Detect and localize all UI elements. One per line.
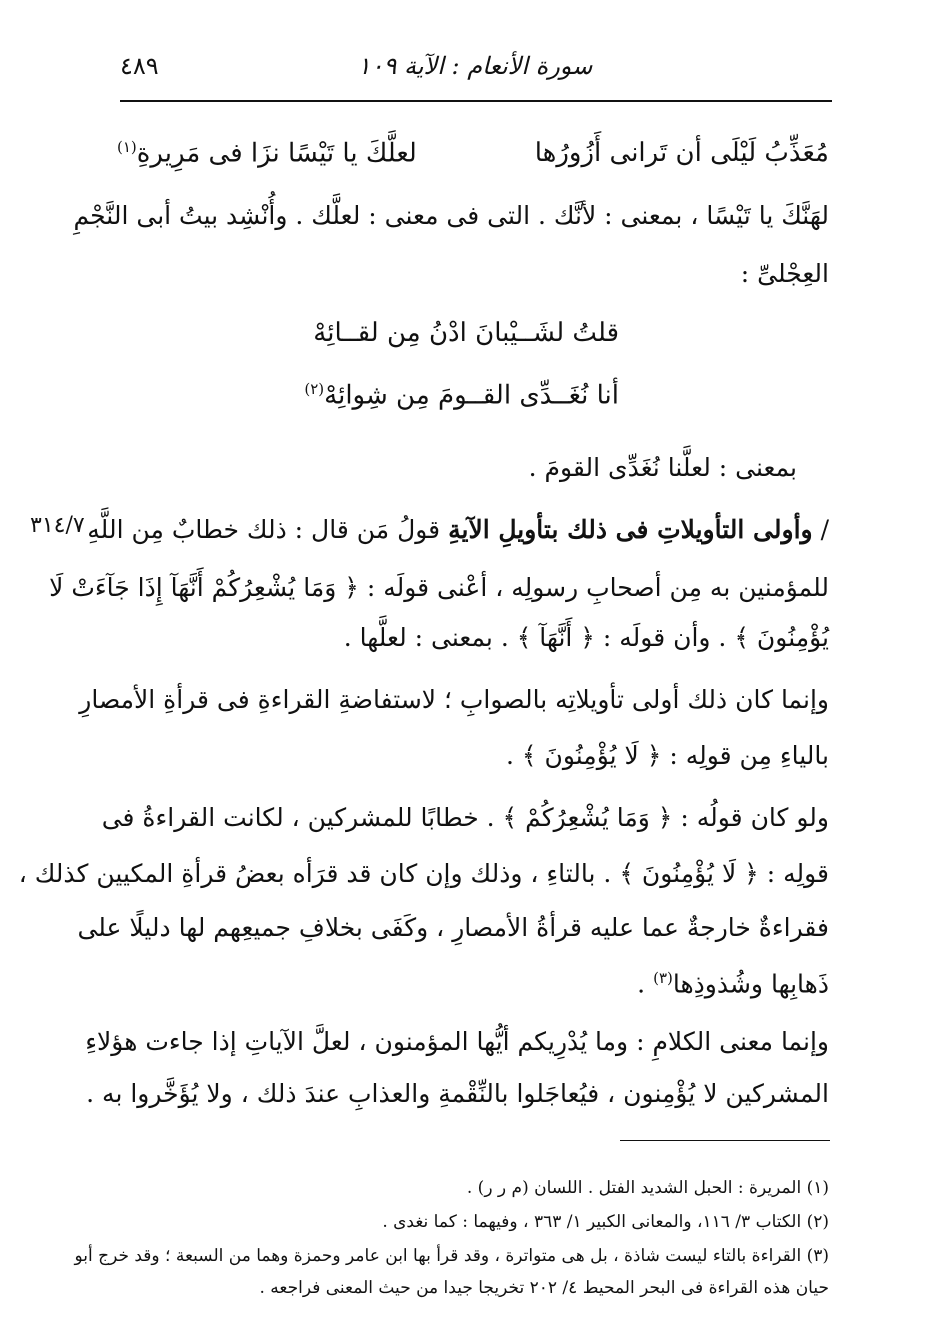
footnote: (٣) القراءة بالتاء ليست شاذة ، بل هى متواترة ، وقد قرأ بها ابن عامر وحمزة وهما من السبعة ؛ وقد خرج أبو: [74, 1246, 829, 1266]
footnote: حيان هذه القراءة فى البحر المحيط ٤/ ٢٠٢ تخريجا جيدا من حيث المعنى فراجعه .: [259, 1278, 829, 1298]
verse-second-hemistich: لعلَّكَ يا تَيْسًا نزَا فى مَرِيرةِ$^{(١)}$: [117, 138, 417, 169]
page-number: ٤٨٩: [120, 52, 159, 80]
body-line: لهَنَّكَ يا تَيْسًا ، بمعنى : لأنَّك . التى فى معنى : لعلَّك . وأُنْشِد بيتُ أبى النَّجْمِ: [73, 201, 829, 230]
footnote-mark: (٢): [304, 380, 325, 398]
footnote-mark: (١): [117, 138, 137, 156]
header-title: سورة الأنعام : الآية ١٠٩: [357, 52, 593, 80]
poem-verse-line: قلتُ لشَــيْبانَ ادْنُ مِن لقــائِهْ: [313, 318, 619, 348]
body-line: فقراءةٌ خارجةٌ عما عليه قرأةُ الأمصارِ ، وكَفَى بخلافِ جميعِهم لها دليلًا على: [77, 913, 829, 942]
bold-phrase: وأولى التأويلاتِ فى ذلك بتأويلِ الآيةِ: [448, 515, 813, 544]
poem-verse-line: أنا نُغَــدِّى القــومَ مِن شِوائِهْ$^{(٢)}$: [304, 380, 619, 411]
body-line: وإنما معنى الكلامِ : وما يُدْرِيكم أيُّها المؤمنون ، لعلَّ الآياتِ إذا جاءت هؤلاءِ: [85, 1027, 829, 1056]
body-line: / وأولى التأويلاتِ فى ذلك بتأويلِ الآيةِ قولُ مَن قال : ذلك خطابٌ مِن اللَّهِ: [87, 515, 829, 544]
body-line: يُؤْمِنُونَ ﴾ . وأن قولَه : ﴿ أَنَّهَآ ﴾ . بمعنى : لعلَّها .: [343, 623, 829, 652]
body-line: بالياءِ مِن قولِه : ﴿ لَا يُؤْمِنُونَ ﴾ .: [506, 741, 829, 770]
body-line: بمعنى : لعلَّنا نُغَدِّى القومَ .: [528, 453, 797, 482]
margin-reference: ٣١٤/٧: [30, 513, 85, 538]
body-line: وإنما كان ذلك أولى تأويلاتِه بالصوابِ ؛ لاستفاضةِ القراءةِ فى قرأةِ الأمصارِ: [79, 685, 829, 714]
footnote-mark: (٣): [653, 969, 673, 987]
poem-verse-1: [117, 138, 829, 178]
body-line: للمؤمنين به مِن أصحابِ رسولِه ، أعْنى قولَه : ﴿ وَمَا يُشْعِرُكُمْ أَنَّهَآ إِذَا جَآءَتْ لَا: [49, 573, 829, 602]
verse-first-hemistich: مُعَذِّبُ لَيْلَى أن تَرانى أَزُورُها: [534, 138, 829, 168]
body-line: المشركين لا يُؤْمِنون ، فيُعاجَلوا بالنِّقْمةِ والعذابِ عندَ ذلك ، ولا يُؤَخَّروا به .: [86, 1079, 829, 1108]
footnote: (٢) الكتاب ٣/ ١١٦، والمعانى الكبير ١/ ٣٦٣ ، وفيهما : كما نغدى .: [382, 1212, 829, 1232]
body-line: ذَهابِها وشُذوذِها$^{(٣)}$ .: [637, 969, 829, 999]
footnote: (١) المريرة : الحبل الشديد الفتل . اللسان (م ر ر) .: [466, 1178, 829, 1198]
header-rule: [120, 100, 832, 102]
body-line: العِجْلىِّ :: [740, 259, 829, 288]
body-line: ولو كان قولُه : ﴿ وَمَا يُشْعِرُكُمْ ﴾ . خطابًا للمشركين ، لكانت القراءةُ فى: [101, 803, 829, 832]
running-header: [120, 50, 830, 90]
footnote-separator: [620, 1140, 830, 1141]
body-line: قولِه : ﴿ لَا يُؤْمِنُونَ ﴾ . بالتاءِ ، وذلك وإن كان قد قرَأه بعضُ قرأةِ المكيين كذلك ،: [18, 859, 829, 888]
